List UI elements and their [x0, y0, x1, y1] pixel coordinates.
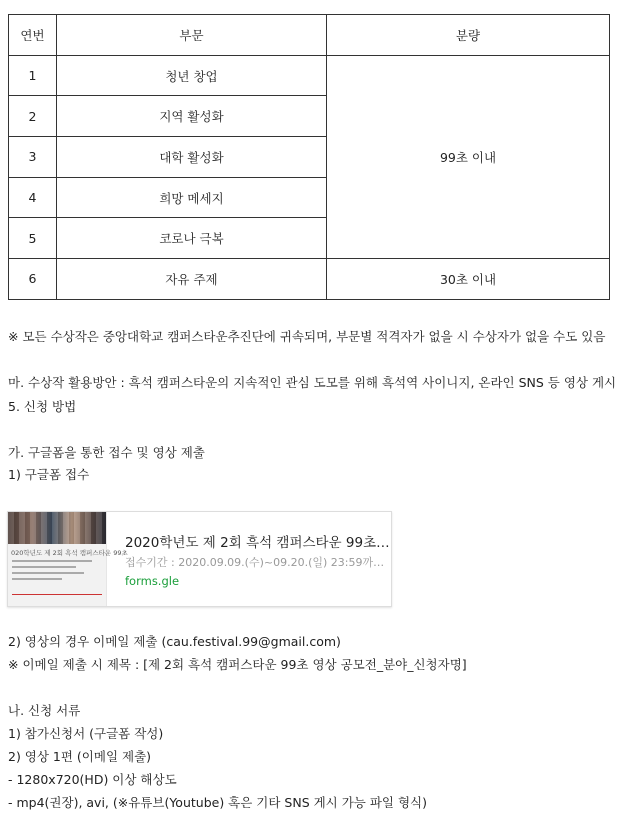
length-cell: 30초 이내 [327, 259, 610, 300]
row-category: 대학 활성화 [57, 137, 327, 178]
usage-plan: 마. 수상작 활용방안 : 흑석 캠퍼스타운의 지속적인 관심 도모를 위해 흑석역 사이니지, 온라인 SNS 등 영상 게시 [8, 375, 617, 390]
row-category: 자유 주제 [57, 259, 327, 300]
section-na-heading: 나. 신청 서류 [8, 703, 81, 718]
table-row [9, 259, 610, 300]
step-google-form: 1) 구글폼 접수 [8, 467, 90, 482]
header-category: 부문 [57, 15, 327, 56]
apply-method-heading: 5. 신청 방법 [8, 399, 77, 414]
thumbnail-text-line [12, 566, 76, 568]
table-row [9, 55, 610, 96]
email-title-note: ※ 이메일 제출 시 제목 : [제 2회 흑석 캠퍼스타운 99초 영상 공모전_분야_신청자명] [8, 657, 467, 672]
doc-application-form: 1) 참가신청서 (구글폼 작성) [8, 726, 164, 741]
link-card-domain[interactable]: forms.gle [125, 574, 180, 588]
award-note: ※ 모든 수상작은 중앙대학교 캠퍼스타운추진단에 귀속되며, 부문별 적격자가 없을 시 수상자가 없을 수도 있음 [8, 329, 606, 344]
thumbnail-caption: 020학년도 제 2회 흑석 캠퍼스타운 99초 [11, 549, 128, 557]
thumbnail-text-line [12, 560, 92, 562]
row-category: 코로나 극복 [57, 218, 327, 259]
row-category: 지역 활성화 [57, 96, 327, 137]
header-number: 연번 [9, 15, 57, 56]
row-number: 2 [9, 96, 57, 137]
spec-resolution: - 1280x720(HD) 이상 해상도 [8, 772, 177, 787]
link-card-subtitle: 접수기간 : 2020.09.09.(수)~09.20.(일) 23:59까… [125, 556, 385, 569]
category-table [8, 14, 610, 300]
thumbnail-divider [12, 594, 102, 595]
spec-format: - mp4(권장), avi, (※유튜브(Youtube) 혹은 기타 SNS 게시 가능 파일 형식) [8, 795, 428, 810]
link-thumbnail [8, 512, 128, 606]
doc-video: 2) 영상 1편 (이메일 제출) [8, 749, 152, 764]
section-ga-heading: 가. 구글폼을 통한 접수 및 영상 제출 [8, 445, 205, 460]
row-number: 1 [9, 55, 57, 96]
link-card-title[interactable]: 2020학년도 제 2회 흑석 캠퍼스타운 99초… [125, 535, 390, 551]
thumbnail-photo [8, 512, 106, 544]
row-number: 4 [9, 177, 57, 218]
row-number: 3 [9, 137, 57, 178]
row-number: 5 [9, 218, 57, 259]
header-length: 분량 [327, 15, 610, 56]
thumbnail-text-line [12, 572, 84, 574]
length-cell-merged: 99초 이내 [327, 55, 610, 258]
step-email-submit: 2) 영상의 경우 이메일 제출 (cau.festival.99@gmail.com) [8, 634, 341, 649]
google-form-link-card[interactable] [7, 511, 392, 607]
row-number: 6 [9, 259, 57, 300]
row-category: 청년 창업 [57, 55, 327, 96]
table-header-row [9, 15, 610, 56]
thumbnail-text-line [12, 578, 62, 580]
row-category: 희망 메세지 [57, 177, 327, 218]
